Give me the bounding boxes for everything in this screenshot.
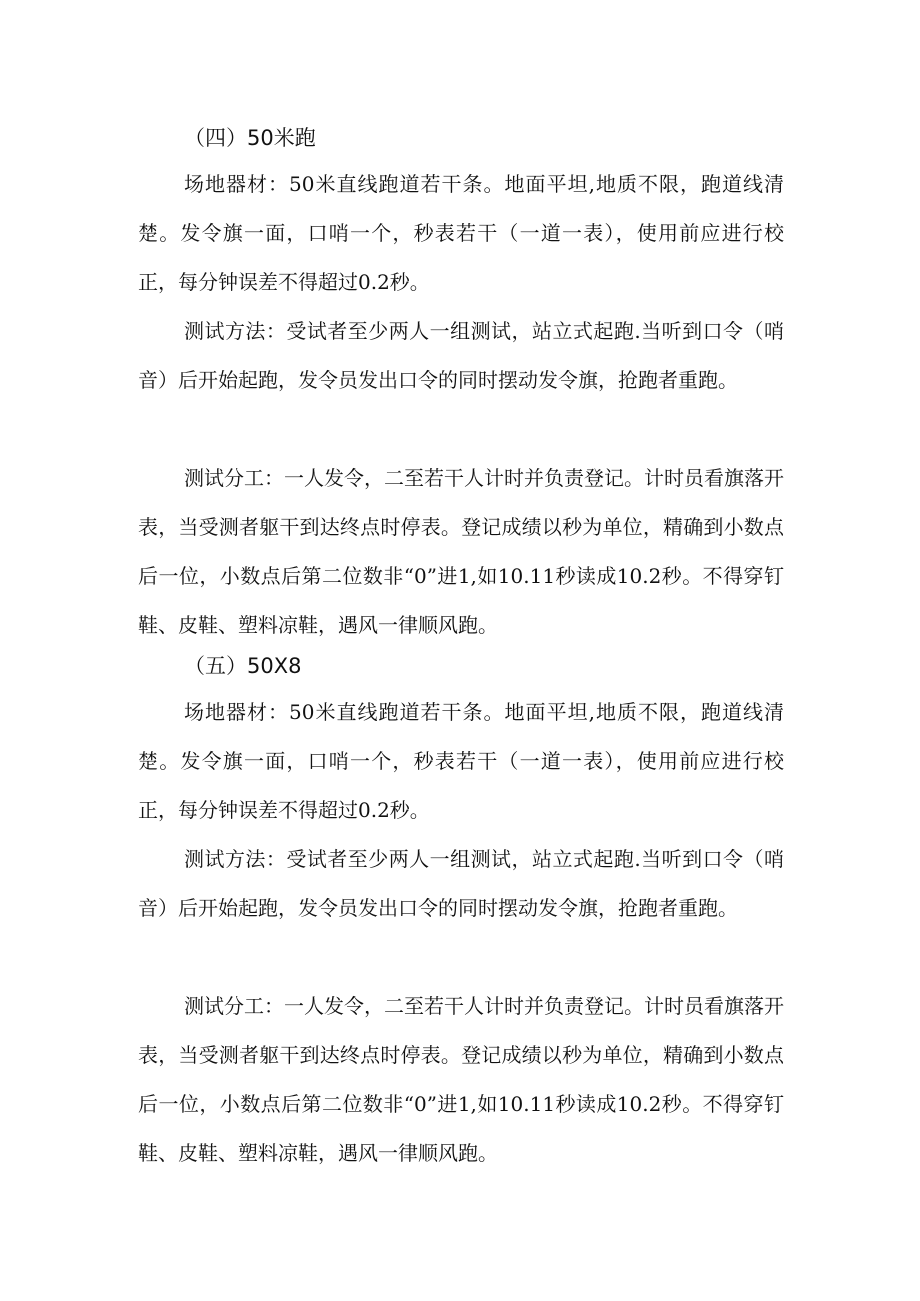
section-heading-5: （五）50X8 — [184, 654, 302, 678]
paragraph-division: 测试分工：一人发令，二至若干人计时并负责登记。计时员看旗落开表，当受测者躯干到达终点时停表。登记成绩以秒为单位，精确到小数点后一位，小数点后第二位数非“0”进1,如10.11秒读成10.2秒。不得穿钉鞋、皮鞋、塑料凉鞋，遇风一律顺风跑。 — [138, 466, 784, 637]
section-heading-4: （四）50米跑 — [184, 126, 316, 150]
paragraph-method: 测试方法：受试者至少两人一组测试，站立式起跑.当听到口令（哨音）后开始起跑，发令员发出口令的同时摆动发令旗，抢跑者重跑。 — [138, 847, 784, 920]
paragraph-method: 测试方法：受试者至少两人一组测试，站立式起跑.当听到口令（哨音）后开始起跑，发令员发出口令的同时摆动发令旗，抢跑者重跑。 — [138, 319, 784, 392]
paragraph-equipment: 场地器材：50米直线跑道若干条。地面平坦,地质不限，跑道线清楚。发令旗一面，口哨一个，秒表若干（一道一表），使用前应进行校正，每分钟误差不得超过0.2秒。 — [138, 172, 784, 294]
paragraph-division: 测试分工：一人发令，二至若干人计时并负责登记。计时员看旗落开表，当受测者躯干到达终点时停表。登记成绩以秒为单位，精确到小数点后一位，小数点后第二位数非“0”进1,如10.11秒读成10.2秒。不得穿钉鞋、皮鞋、塑料凉鞋，遇风一律顺风跑。 — [138, 994, 784, 1165]
paragraph-equipment: 场地器材：50米直线跑道若干条。地面平坦,地质不限，跑道线清楚。发令旗一面，口哨一个，秒表若干（一道一表），使用前应进行校正，每分钟误差不得超过0.2秒。 — [138, 700, 784, 822]
